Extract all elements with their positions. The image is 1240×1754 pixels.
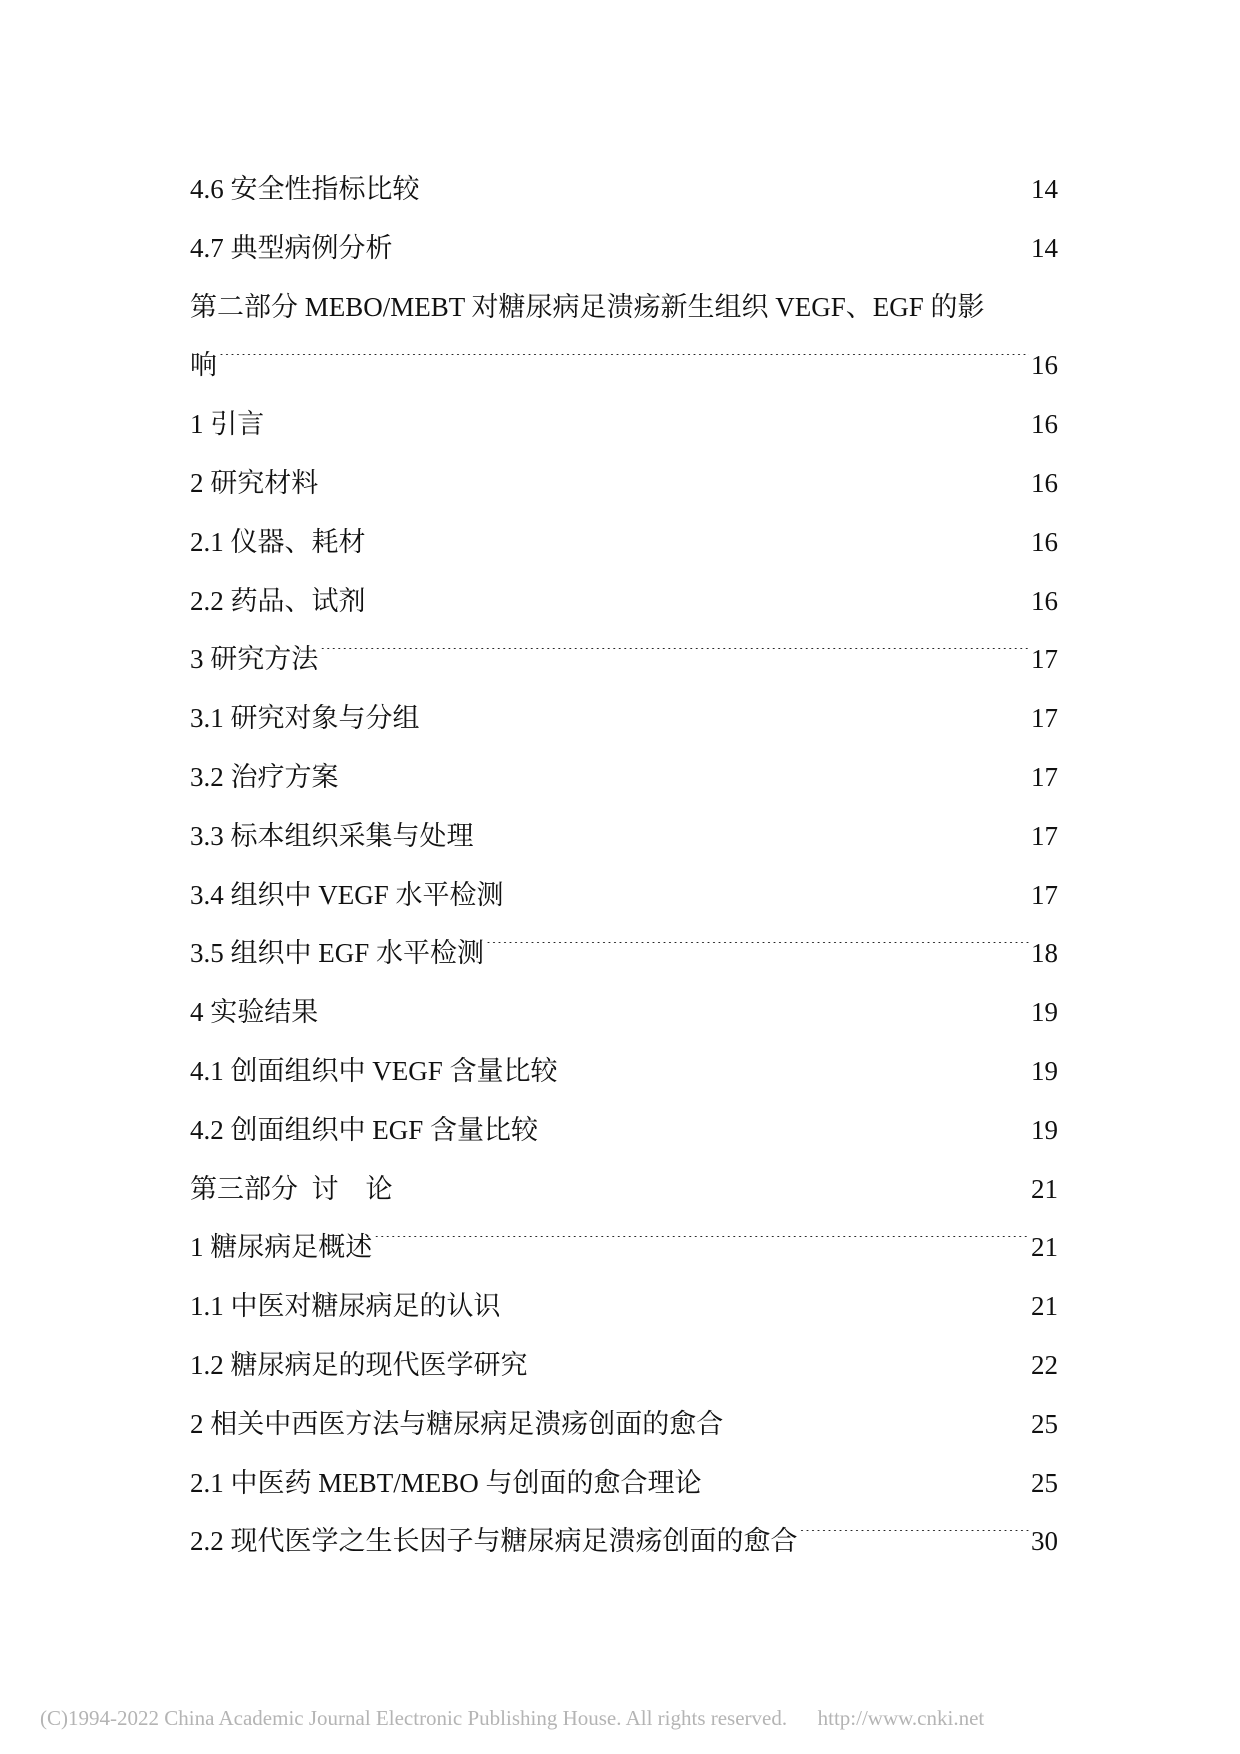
toc-entry[interactable] xyxy=(190,1336,1058,1395)
toc-entry[interactable] xyxy=(190,336,1058,395)
toc-entry-page: 18 xyxy=(1031,938,1058,969)
toc-leader-dots xyxy=(422,178,1030,198)
toc-entry-label: 4 实验结果 xyxy=(190,997,319,1028)
toc-entry-label: 3.3 标本组织采集与处理 xyxy=(190,820,474,851)
toc-entry[interactable] xyxy=(190,983,1058,1042)
toc-entry-label: 第三部分 讨 论 xyxy=(190,1173,393,1204)
table-of-contents xyxy=(190,160,1058,1571)
toc-entry-label: 3.5 组织中 EGF 水平检测 xyxy=(190,938,485,969)
toc-entry-page: 16 xyxy=(1031,350,1058,381)
toc-leader-dots xyxy=(486,942,1029,962)
toc-entry-label: 4.2 创面组织中 EGF 含量比较 xyxy=(190,1114,539,1145)
toc-entry-label: 3.4 组织中 VEGF 水平检测 xyxy=(190,879,504,910)
toc-leader-dots xyxy=(219,354,1029,374)
toc-entry-page: 19 xyxy=(1031,1114,1058,1145)
toc-entry-page: 21 xyxy=(1031,1232,1058,1263)
toc-entry-label: 响 xyxy=(190,350,217,381)
toc-entry[interactable] xyxy=(190,689,1058,748)
toc-entry-label: 2 相关中西医方法与糖尿病足溃疡创面的愈合 xyxy=(190,1408,724,1439)
toc-entry[interactable] xyxy=(190,807,1058,866)
toc-entry-page: 25 xyxy=(1031,1408,1058,1439)
toc-part-heading-line[interactable] xyxy=(190,278,1058,337)
toc-leader-dots xyxy=(320,648,1029,668)
toc-leader-dots xyxy=(506,884,1029,904)
toc-entry[interactable] xyxy=(190,630,1058,689)
toc-entry-page: 19 xyxy=(1031,997,1058,1028)
toc-entry-page: 17 xyxy=(1031,703,1058,734)
toc-entry[interactable] xyxy=(190,748,1058,807)
toc-leader-dots xyxy=(800,1530,1030,1550)
toc-entry[interactable] xyxy=(190,1277,1058,1336)
toc-entry-label: 2.1 仪器、耗材 xyxy=(190,526,366,557)
toc-entry[interactable] xyxy=(190,1395,1058,1454)
toc-leader-dots xyxy=(530,1354,1030,1374)
toc-entry[interactable] xyxy=(190,219,1058,278)
toc-entry-label: 1.1 中医对糖尿病足的认识 xyxy=(190,1291,501,1322)
toc-entry-page: 21 xyxy=(1031,1291,1058,1322)
toc-entry-label: 3.2 治疗方案 xyxy=(190,761,339,792)
toc-entry-label: 4.7 典型病例分析 xyxy=(190,232,393,263)
toc-entry[interactable] xyxy=(190,1454,1058,1513)
footer-url[interactable]: http://www.cnki.net xyxy=(817,1706,985,1730)
toc-entry-page: 14 xyxy=(1031,232,1058,263)
toc-entry-label: 3.1 研究对象与分组 xyxy=(190,703,420,734)
toc-entry-label: 2.2 现代医学之生长因子与糖尿病足溃疡创面的愈合 xyxy=(190,1526,798,1557)
toc-entry-label: 1 引言 xyxy=(190,409,265,440)
toc-entry-page: 19 xyxy=(1031,1055,1058,1086)
toc-entry-page: 17 xyxy=(1031,879,1058,910)
toc-entry-page: 16 xyxy=(1031,467,1058,498)
toc-leader-dots xyxy=(395,237,1030,257)
toc-leader-dots xyxy=(368,590,1030,610)
copyright-notice: (C)1994-2022 China Academic Journal Electronic Publishing House. All rights reserved. xyxy=(40,1706,788,1730)
toc-leader-dots xyxy=(476,825,1030,845)
toc-entry[interactable] xyxy=(190,1512,1058,1571)
toc-entry[interactable] xyxy=(190,1101,1058,1160)
toc-entry-page: 14 xyxy=(1031,174,1058,204)
toc-entry[interactable] xyxy=(190,1042,1058,1101)
toc-leader-dots xyxy=(560,1060,1029,1080)
toc-entry-label: 1.2 糖尿病足的现代医学研究 xyxy=(190,1349,528,1380)
toc-entry-page: 16 xyxy=(1031,585,1058,616)
toc-leader-dots xyxy=(374,1236,1029,1256)
toc-leader-dots xyxy=(266,413,1029,433)
toc-leader-dots xyxy=(422,707,1030,727)
toc-entry-page: 16 xyxy=(1031,526,1058,557)
toc-entry[interactable] xyxy=(190,1160,1058,1219)
toc-leader-dots xyxy=(320,472,1029,492)
toc-entry-page: 21 xyxy=(1031,1173,1058,1204)
toc-leader-dots xyxy=(503,1295,1030,1315)
page-footer xyxy=(40,1706,984,1731)
toc-entry[interactable] xyxy=(190,924,1058,983)
toc-leader-dots xyxy=(725,1413,1029,1433)
toc-leader-dots xyxy=(540,1119,1029,1139)
toc-entry-label: 4.6 安全性指标比较 xyxy=(190,174,420,204)
toc-leader-dots xyxy=(368,531,1030,551)
toc-entry[interactable] xyxy=(190,160,1058,219)
toc-entry-label: 2 研究材料 xyxy=(190,467,319,498)
toc-entry[interactable] xyxy=(190,513,1058,572)
toc-leader-dots xyxy=(320,1001,1029,1021)
toc-entry-page: 16 xyxy=(1031,409,1058,440)
toc-entry-label: 2.2 药品、试剂 xyxy=(190,585,366,616)
toc-entry-label: 3 研究方法 xyxy=(190,644,319,675)
toc-entry-label: 2.1 中医药 MEBT/MEBO 与创面的愈合理论 xyxy=(190,1467,702,1498)
toc-leader-dots xyxy=(704,1472,1029,1492)
toc-entry-page: 17 xyxy=(1031,644,1058,675)
toc-entry-page: 17 xyxy=(1031,820,1058,851)
toc-leader-dots xyxy=(395,1178,1030,1198)
toc-entry-page: 25 xyxy=(1031,1467,1058,1498)
toc-entry-label: 1 糖尿病足概述 xyxy=(190,1232,373,1263)
toc-entry[interactable] xyxy=(190,866,1058,925)
toc-entry[interactable] xyxy=(190,395,1058,454)
toc-entry[interactable] xyxy=(190,1218,1058,1277)
toc-entry-label: 4.1 创面组织中 VEGF 含量比较 xyxy=(190,1055,558,1086)
toc-leader-dots xyxy=(341,766,1030,786)
toc-entry-page: 22 xyxy=(1031,1349,1058,1380)
toc-entry[interactable] xyxy=(190,572,1058,631)
toc-entry-page: 17 xyxy=(1031,761,1058,792)
toc-entry-page: 30 xyxy=(1031,1526,1058,1557)
toc-part-heading-text: 第二部分 MEBO/MEBT 对糖尿病足溃疡新生组织 VEGF、EGF 的影 xyxy=(190,291,985,322)
toc-entry[interactable] xyxy=(190,454,1058,513)
